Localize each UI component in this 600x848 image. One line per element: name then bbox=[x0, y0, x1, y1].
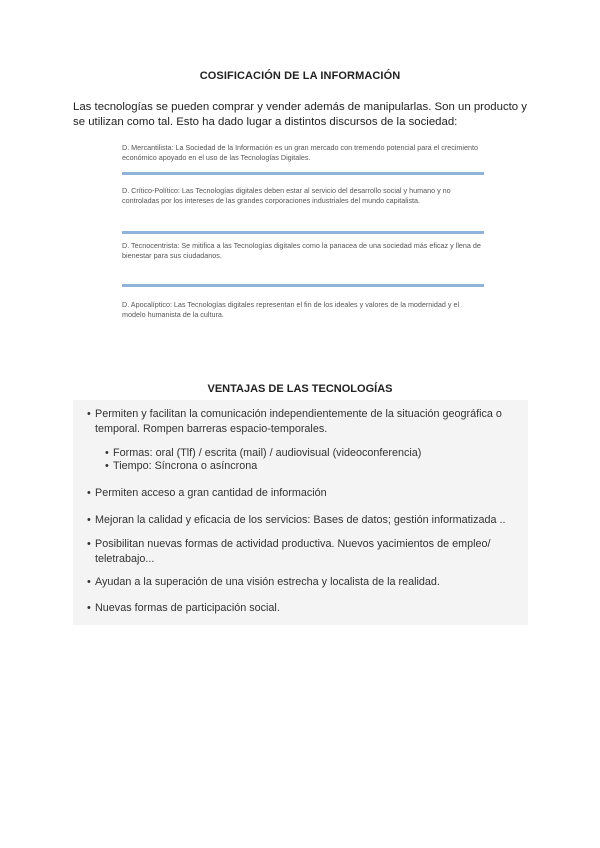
list-item bbox=[87, 537, 522, 567]
discourse-critico-politico: D. Crítico-Político: Las Tecnologías digitales deben estar al servicio del desarrollo social y humano y no controladas por los intereses de las grandes corporaciones industriales del mundo capitalista. bbox=[122, 186, 451, 206]
advantage-text: Permiten y facilitan la comunicación independientemente de la situación geográfica o temporal. Rompen barreras espacio-temporales. bbox=[95, 408, 502, 435]
list-item bbox=[87, 486, 522, 501]
bullet-icon: • bbox=[87, 514, 91, 526]
advantages-box bbox=[73, 400, 528, 625]
bullet-icon: • bbox=[105, 460, 109, 472]
list-item bbox=[87, 513, 522, 528]
bullet-icon: • bbox=[87, 487, 91, 499]
list-item bbox=[87, 575, 522, 590]
divider-bar bbox=[122, 172, 484, 175]
advantage-text: Posibilitan nuevas formas de actividad productiva. Nuevos yacimientos de empleo/ teletrabajo... bbox=[95, 538, 491, 565]
advantage-subtext: Formas: oral (Tlf) / escrita (mail) / audiovisual (videoconferencia) bbox=[113, 447, 422, 459]
bullet-icon: • bbox=[87, 576, 91, 588]
advantage-text: Permiten acceso a gran cantidad de información bbox=[95, 487, 327, 499]
list-item bbox=[105, 460, 505, 473]
bullet-icon: • bbox=[87, 602, 91, 614]
advantage-text: Mejoran la calidad y eficacia de los servicios: Bases de datos; gestión informatizada .. bbox=[95, 514, 506, 526]
list-item bbox=[87, 601, 522, 616]
divider-bar bbox=[122, 231, 484, 234]
bullet-icon: • bbox=[87, 538, 91, 550]
page-title: COSIFICACIÓN DE LA INFORMACIÓN bbox=[199, 70, 401, 82]
discourse-tecnocentrista: D. Tecnocentrista: Se mitifica a las Tecnologías digitales como la panacea de una sociedad más eficaz y llena de bienestar para sus ciudadanos. bbox=[122, 241, 481, 261]
advantages-title: VENTAJAS DE LAS TECNOLOGÍAS bbox=[207, 383, 393, 395]
discourse-apocaliptico: D. Apocalíptico: Las Tecnologías digitales representan el fin de los ideales y valores de la modernidad y el modelo humanista de la cultura. bbox=[122, 300, 460, 320]
list-item bbox=[105, 447, 505, 460]
divider-bar bbox=[122, 284, 484, 287]
advantage-subtext: Tiempo: Síncrona o asíncrona bbox=[113, 460, 258, 472]
discourse-mercantilista: D. Mercantilista: La Sociedad de la Información es un gran mercado con tremendo potencial para el crecimiento económico apoyado en el uso de las Tecnologías Digitales. bbox=[122, 143, 478, 163]
advantage-text: Ayudan a la superación de una visión estrecha y localista de la realidad. bbox=[95, 576, 440, 588]
intro-paragraph: Las tecnologías se pueden comprar y vender además de manipularlas. Son un producto y se utilizan como tal. Esto ha dado lugar a distintos discursos de la sociedad: bbox=[73, 101, 528, 128]
advantage-text: Nuevas formas de participación social. bbox=[95, 602, 280, 614]
bullet-icon: • bbox=[105, 447, 109, 459]
list-item bbox=[87, 407, 522, 437]
bullet-icon: • bbox=[87, 408, 91, 420]
